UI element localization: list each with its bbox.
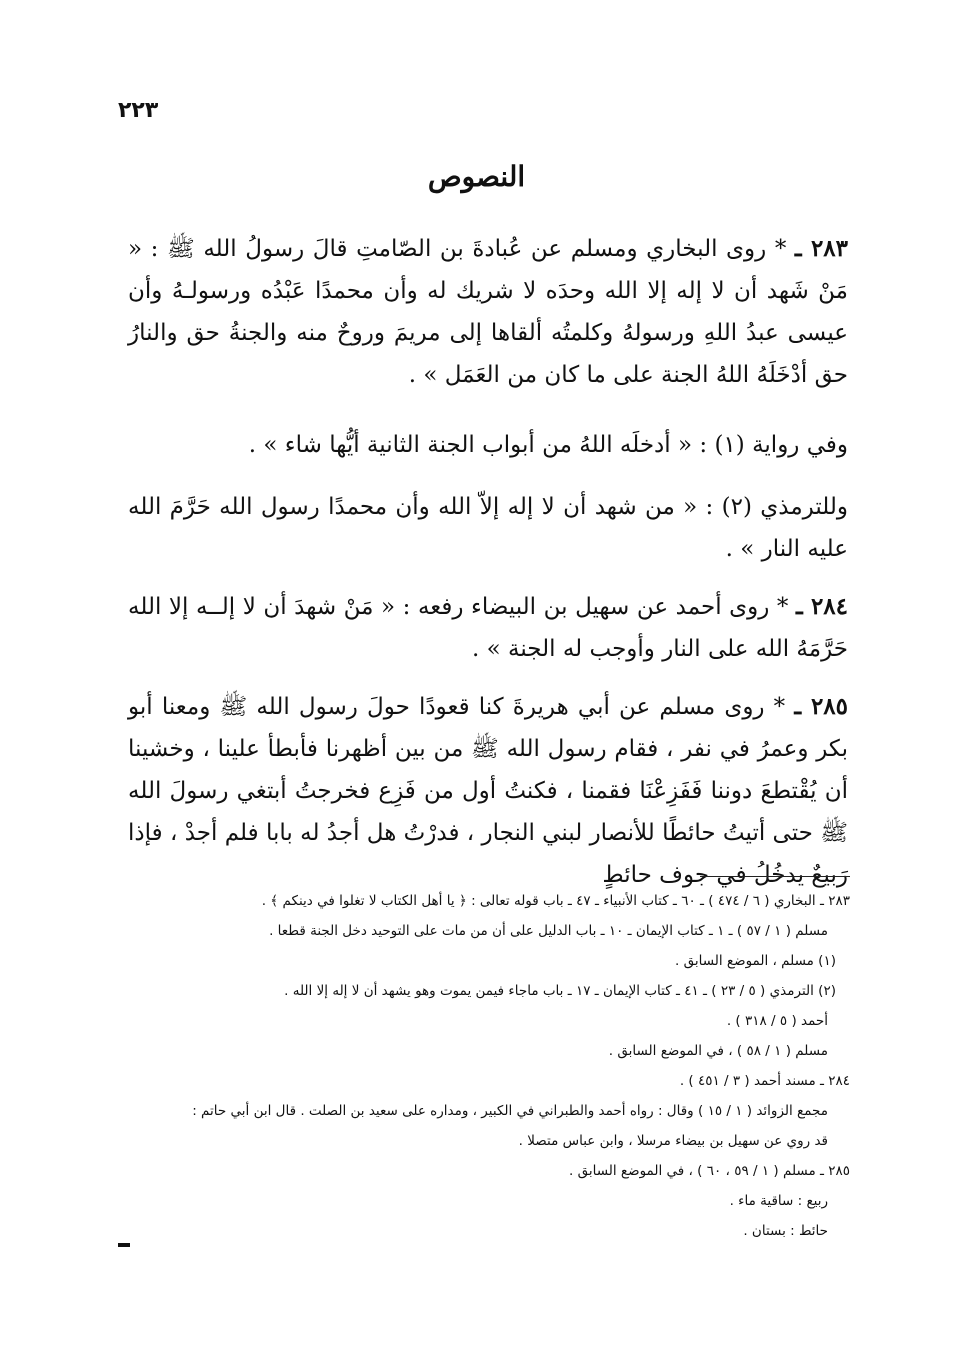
- page-end-mark: [118, 1243, 130, 1247]
- tirmidhi-paragraph: [128, 486, 848, 570]
- section-heading: النصوص: [427, 160, 526, 193]
- footnote-line: أحمد ( ٥ / ٣١٨ ) .: [726, 1013, 828, 1029]
- footnote-line: (٢) الترمذي ( ٥ / ٢٣ ) ـ ٤١ ـ كتاب الإيمان ـ ١٧ ـ باب ماجاء فيمن يموت وهو يشهد أن لا إله إلا الله .: [284, 983, 836, 999]
- footnote-line: مسلم ( ١ / ٥٧ ) ـ ١ ـ كتاب الإيمان ـ ١٠ ـ باب الدليل على أن من مات على التوحيد دخل الجنة قطعا .: [269, 923, 828, 939]
- paragraph-number: ٢٨٣ ـ: [794, 235, 848, 262]
- footnote-line: قد روي عن سهيل بن بيضاء مرسلا ، وابن عباس متصلا .: [518, 1133, 828, 1149]
- riwaya-text: وفي رواية (١) : « أدخلَه اللهُ من أبواب الجنة الثانية أيُّها شاء » .: [248, 432, 848, 458]
- footnotes: [120, 886, 850, 1246]
- page-number: ٢٢٣: [118, 98, 159, 123]
- footnote-line: ٢٨٣ ـ البخاري ( ٦ / ٤٧٤ ) ـ ٦٠ ـ كتاب الأنبياء ـ ٤٧ ـ باب قوله تعالى : ﴿ يا أهل الكتاب لا تغلوا في دينكم ﴾ .: [261, 893, 850, 909]
- footnote-line: (١) مسلم ، الموضع السابق .: [675, 953, 836, 969]
- paragraph-number: ٢٨٥ ـ: [794, 693, 848, 720]
- footnote-line: ربيع : ساقية ماء .: [729, 1193, 828, 1209]
- paragraph-285: [128, 686, 848, 896]
- paragraph-283: [128, 228, 848, 396]
- footnote-line: حائط : بستان .: [743, 1223, 828, 1239]
- paragraph-text: * روى مسلم عن أبي هريرةَ كنا قعودًا حولَ رسول الله ﷺ ومعنا أبو بكر وعمرُ في نفر ، فقام رسول الله ﷺ من بين أظهرنا فأبطأ علينا ، وخشينا أن يُقْتطعَ دوننا فَفَزِعْنَا فقمنا ، فكنتُ أول من فَزِع فخرجتُ أبتغي رسولَ الله ﷺ حتى أتيتُ حائطًا للأنصار لبني النجار ، فدرْتُ هل أجدُ له بابا فلم أجدْ ، فإذا رَبيعٌ يدخُلُ في جوف حائطٍ: [128, 694, 848, 888]
- footnote-divider: [700, 876, 850, 877]
- footnote-line: ٢٨٥ ـ مسلم ( ١ / ٥٩ ، ٦٠ ) ، في الموضع السابق .: [569, 1163, 850, 1179]
- paragraph-text: * روى البخاري ومسلم عن عُبادةَ بن الصّامتِ قالَ رسولُ الله ﷺ : « مَنْ شَهد أن لا إله إلا الله وحدَه لا شريك له وأن محمدًا عَبْدُه ورسولـهُ وأن عيسى عبدُ اللهِ ورسولهُ وكلمتُه ألقاها إلى مريمَ وروحٌ منه والجنةُ حق والنارُ حق أدْخَلَهُ اللهُ الجنة على ما كان من العَمَل » .: [128, 236, 848, 388]
- riwaya-line: [128, 424, 848, 466]
- paragraph-284: [128, 586, 848, 670]
- footnote-line: مسلم ( ١ / ٥٨ ) ، في الموضع السابق .: [608, 1043, 828, 1059]
- footnote-line: ٢٨٤ ـ مسند أحمد ( ٣ / ٤٥١ ) .: [679, 1073, 850, 1089]
- paragraph-number: ٢٨٤ ـ: [795, 593, 848, 620]
- tirmidhi-text: وللترمذي (٢) : « من شهد أن لا إله إلاّ الله وأن محمدًا رسول الله حَرَّمَ الله عليه النار » .: [128, 494, 848, 562]
- paragraph-text: * روى أحمد عن سهيل بن البيضاء رفعه : « مَنْ شهدَ أن لا إلــه إلا الله حَرَّمَهُ الله على النار وأوجب له الجنة » .: [128, 594, 848, 662]
- footnote-line: مجمع الزوائد ( ١ / ١٥ ) وقال : رواه أحمد والطبراني في الكبير ، ومداره على سعيد بن الصلت . قال ابن أبي حاتم :: [192, 1103, 828, 1119]
